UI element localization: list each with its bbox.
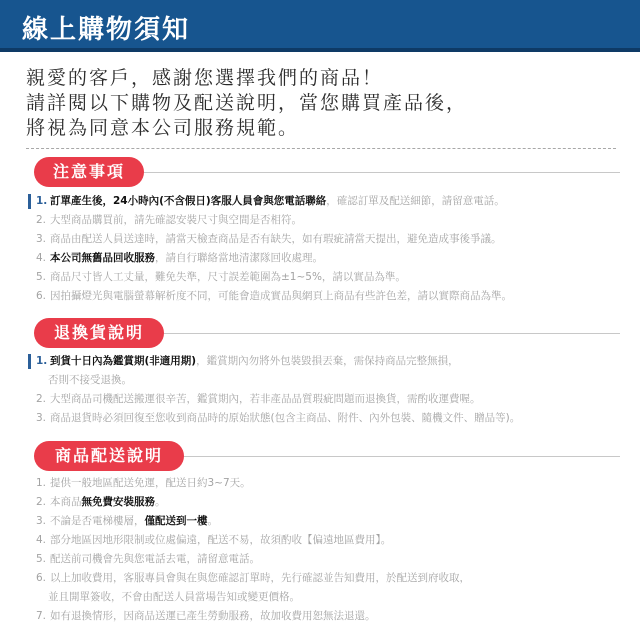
delivery-list <box>36 474 626 626</box>
list-item: 1. 提供一般地區配送免運，配送日約3~7天。 <box>36 477 251 489</box>
list-item: 4. 部分地區因地形限制或位處偏遠，配送不易，故須酌收【偏遠地區費用】。 <box>36 534 392 546</box>
intro-line: 將視為同意本公司服務規範。 <box>26 117 300 139</box>
returns-list <box>36 352 626 428</box>
page-header <box>0 0 640 52</box>
list-item: 7. 如有退換情形，因商品送運已產生勞動服務，故加收費用恕無法退還。 <box>36 610 376 622</box>
list-item: 2. 大型商品購買前，請先確認安裝尺寸與空間是否相符。 <box>36 214 302 226</box>
intro-line: 請詳閱以下購物及配送說明，當您購買產品後， <box>26 92 468 114</box>
list-item: 2. 本商品無免費安裝服務。 <box>36 496 166 508</box>
list-item: 3. 商品由配送人員送達時，請當天檢查商品是否有缺失，如有瑕疵請當天提出，避免造成事後爭議。 <box>36 233 502 245</box>
list-item: 並且開單簽收，不會由配送人員當場告知或變更價格。 <box>48 591 300 603</box>
list-item: 1. 訂單產生後，24小時內(不含假日)客服人員會與您電話聯絡，確認訂單及配送細節，請留意電話。 <box>36 192 626 211</box>
intro-text <box>26 66 626 141</box>
section-title-delivery: 商品配送說明 <box>34 441 184 471</box>
section-title-returns: 退換貨說明 <box>34 318 164 348</box>
list-item: 5. 配送前司機會先與您電話去電，請留意電話。 <box>36 553 260 565</box>
list-item: 2. 大型商品司機配送搬運很辛苦，鑑賞期內，若非產品品質瑕疵問題而退換貨，需酌收運費喔。 <box>36 393 481 405</box>
item-marker <box>28 354 31 369</box>
list-item: 3. 商品退貨時必須回復至您收到商品時的原始狀態(包含主商品、附件、內外包裝、隨機文件、贈品等)。 <box>36 412 521 424</box>
section-title-notes: 注意事項 <box>34 157 144 187</box>
list-item: 否則不接受退換。 <box>48 374 132 386</box>
list-item: 1. 到貨十日內為鑑賞期(非適用期)，鑑賞期內勿將外包裝毀損丟棄，需保持商品完整無損， <box>36 352 626 371</box>
list-item: 5. 商品尺寸皆人工丈量，難免失準，尺寸誤差範圍為±1~5%，請以實品為準。 <box>36 271 406 283</box>
dashed-divider <box>26 148 616 149</box>
intro-line: 親愛的客戶，感謝您選擇我們的商品！ <box>26 67 384 89</box>
page-title: 線上購物須知 <box>22 15 191 45</box>
item-marker <box>28 194 31 209</box>
notes-list <box>36 192 626 306</box>
list-item: 4. 本公司無舊品回收服務，請自行聯絡當地清潔隊回收處理。 <box>36 252 323 264</box>
list-item: 6. 因拍攝燈光與電腦螢幕解析度不同，可能會造成實品與網頁上商品有些許色差，請以實際商品為準。 <box>36 290 512 302</box>
list-item: 6. 以上加收費用，客服專員會與在與您確認訂單時，先行確認並告知費用，於配送到府收取， <box>36 572 470 584</box>
list-item: 3. 不論是否電梯樓層，僅配送到一樓。 <box>36 515 218 527</box>
